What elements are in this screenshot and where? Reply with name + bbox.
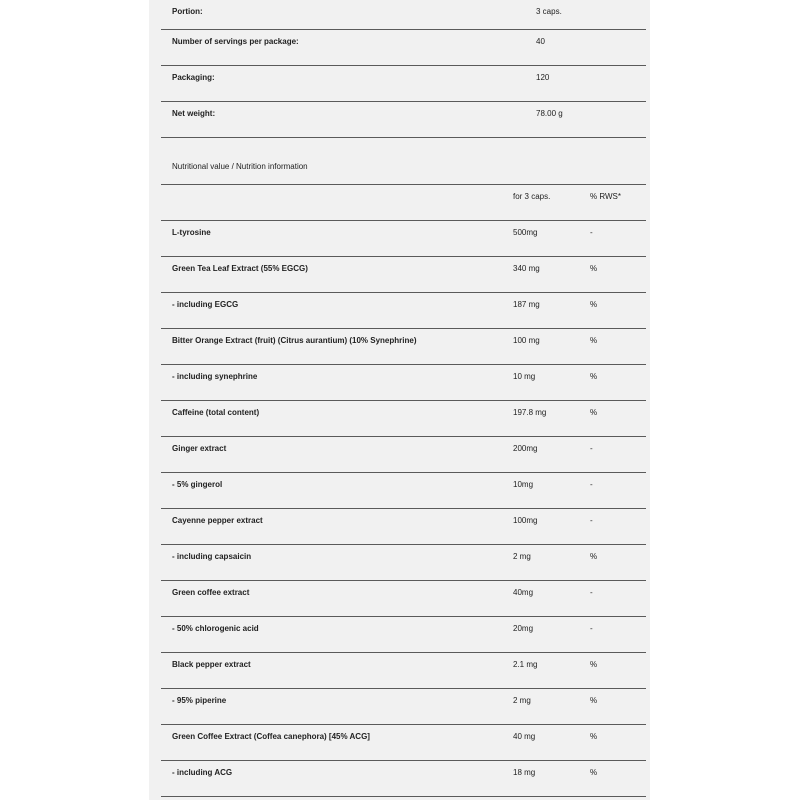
ingredient-name: - including ACG: [172, 768, 233, 777]
info-label: Portion:: [172, 7, 203, 16]
ingredient-amount: 100 mg: [513, 336, 540, 345]
info-value: 78.00 g: [536, 109, 563, 118]
ingredient-name: Caffeine (total content): [172, 408, 260, 417]
ingredient-rws: -: [590, 624, 593, 633]
table-row: [161, 617, 646, 653]
ingredient-rws: %: [590, 768, 598, 777]
ingredient-rws: -: [590, 516, 593, 525]
product-table: [161, 0, 646, 797]
table-row: [161, 545, 646, 581]
table-row: [161, 725, 646, 761]
ingredient-amount: 2 mg: [513, 552, 531, 561]
table-row: [161, 761, 646, 797]
ingredient-rws: -: [590, 444, 593, 453]
ingredient-rws: %: [590, 372, 598, 381]
ingredient-rws: %: [590, 408, 598, 417]
table-row: [161, 473, 646, 509]
info-label: Net weight:: [172, 109, 216, 118]
ingredient-rws: %: [590, 696, 598, 705]
info-row-packaging: [161, 66, 646, 102]
info-value: 120: [536, 73, 550, 82]
ingredient-name: Green coffee extract: [172, 588, 250, 597]
ingredient-rws: -: [590, 480, 593, 489]
nutrition-title-row: [161, 138, 646, 185]
info-value: 40: [536, 37, 545, 46]
ingredient-name: Green Tea Leaf Extract (55% EGCG): [172, 264, 308, 273]
ingredient-name: - including capsaicin: [172, 552, 252, 561]
ingredient-amount: 40 mg: [513, 732, 536, 741]
ingredient-name: - including synephrine: [172, 372, 258, 381]
table-row: [161, 293, 646, 329]
ingredient-name: - including EGCG: [172, 300, 239, 309]
info-row-portion: [161, 0, 646, 30]
table-row: [161, 437, 646, 473]
ingredient-rws: %: [590, 660, 598, 669]
table-row: [161, 509, 646, 545]
ingredient-name: Bitter Orange Extract (fruit) (Citrus aurantium) (10% Synephrine): [172, 336, 417, 345]
ingredient-rws: %: [590, 300, 598, 309]
nutrition-panel: [149, 0, 650, 800]
ingredient-amount: 187 mg: [513, 300, 540, 309]
table-row: [161, 653, 646, 689]
ingredient-name: Cayenne pepper extract: [172, 516, 263, 525]
ingredient-amount: 2 mg: [513, 696, 531, 705]
ingredient-name: - 5% gingerol: [172, 480, 223, 489]
ingredient-amount: 10 mg: [513, 372, 536, 381]
ingredient-rws: %: [590, 552, 598, 561]
ingredient-name: Green Coffee Extract (Coffea canephora) [45% ACG]: [172, 732, 370, 741]
ingredient-amount: 40mg: [513, 588, 534, 597]
ingredient-amount: 20mg: [513, 624, 534, 633]
info-row-servings: [161, 30, 646, 66]
info-row-net-weight: [161, 102, 646, 138]
table-row: [161, 689, 646, 725]
ingredient-amount: 100mg: [513, 516, 538, 525]
table-row: [161, 365, 646, 401]
table-row: [161, 257, 646, 293]
table-row: [161, 221, 646, 257]
ingredient-name: Ginger extract: [172, 444, 227, 453]
info-label: Packaging:: [172, 73, 215, 82]
table-row: [161, 329, 646, 365]
info-value: 3 caps.: [536, 7, 562, 16]
ingredient-rws: %: [590, 264, 598, 273]
ingredient-rws: -: [590, 588, 593, 597]
table-row: [161, 401, 646, 437]
ingredient-amount: 18 mg: [513, 768, 536, 777]
nutrition-header-row: [161, 185, 646, 221]
column-header-rws: % RWS*: [590, 192, 621, 201]
ingredient-amount: 10mg: [513, 480, 534, 489]
ingredient-amount: 2.1 mg: [513, 660, 538, 669]
ingredient-rws: %: [590, 732, 598, 741]
ingredient-amount: 340 mg: [513, 264, 540, 273]
ingredient-name: - 95% piperine: [172, 696, 227, 705]
ingredient-amount: 200mg: [513, 444, 538, 453]
ingredient-name: L-tyrosine: [172, 228, 211, 237]
ingredient-name: - 50% chlorogenic acid: [172, 624, 259, 633]
column-header-amount: for 3 caps.: [513, 192, 551, 201]
info-label: Number of servings per package:: [172, 37, 299, 46]
ingredient-rws: %: [590, 336, 598, 345]
ingredient-name: Black pepper extract: [172, 660, 251, 669]
ingredient-amount: 500mg: [513, 228, 538, 237]
nutrition-title: Nutritional value / Nutrition information: [172, 162, 308, 171]
ingredient-amount: 197.8 mg: [513, 408, 547, 417]
ingredient-rws: -: [590, 228, 593, 237]
table-row: [161, 581, 646, 617]
